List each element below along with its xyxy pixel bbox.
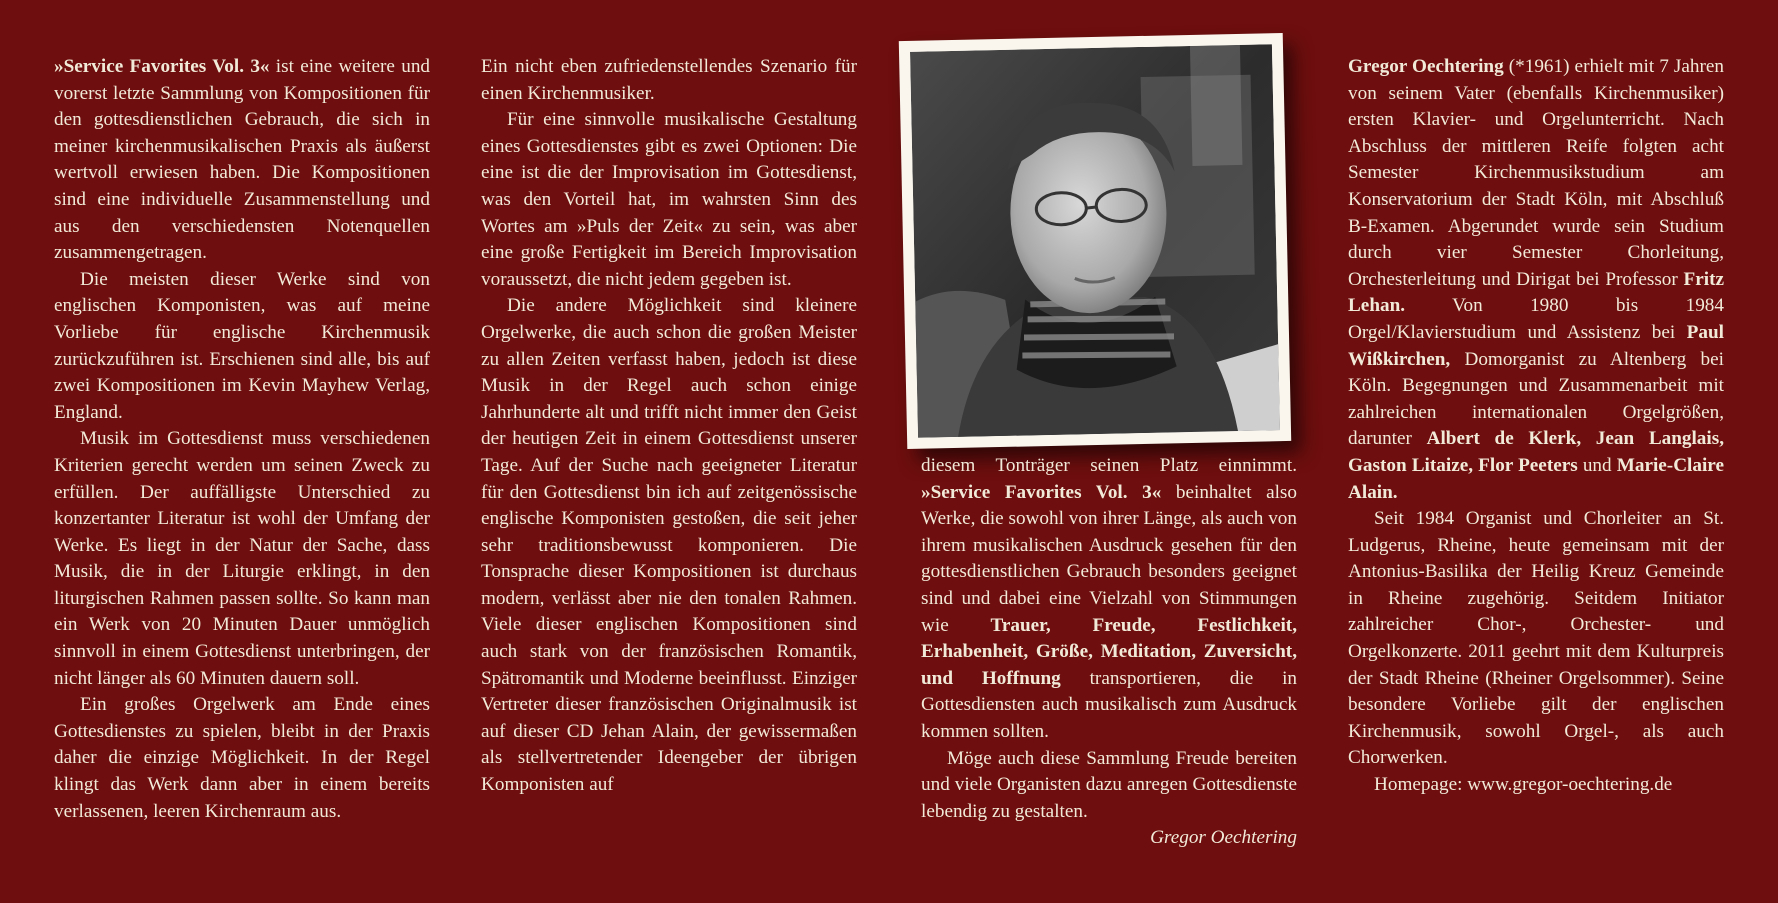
portrait-image xyxy=(910,44,1280,437)
paragraph-text: (*1961) erhielt mit 7 Jahren von seinem Vater (ebenfalls Kirchenmusiker) ersten Klavier- und Orgelunterricht. Nach Abschluss der mittleren Reife folgten acht Semester Kirchenmusikstudium am Konservatorium der Stadt Köln, mit Abschluß B-Examen. Abgerundet wurde sein Studium durch vier Semester Chorleitung, Orchesterleitung und Dirigat bei Professor xyxy=(1348,56,1725,290)
paragraph-text: Domorganist zu Altenberg bei Köln. Begegnungen und Zusammenarbeit mit zahlreichen internationalen Orgelgrößen, darunter xyxy=(1348,348,1724,450)
paragraph: Ein großes Orgelwerk am Ende eines Gottesdienstes zu spielen, bleibt in der Praxis daher die einzige Möglichkeit. In der Regel klingt das Werk dann aber in einem bereits verlassenen, leeren Kirchenraum aus. xyxy=(54,694,430,822)
paragraph-text: und xyxy=(1577,454,1617,476)
portrait-photo xyxy=(899,33,1291,449)
paragraph: Musik im Gottesdienst muss verschiedenen Kriterien gerecht werden um seinen Zweck zu erfüllen. Der auffälligste Unterschied zu konzertanter Literatur ist wohl der Umfang der Werke. Es liegt in der Natur der Sache, dass Musik, die in der Liturgie erklingt, in den liturgischen Rahmen passen sollte. So kann man ein Werk von 20 Minuten Dauer unmöglich sinnvoll in einem Gottesdienst unterbringen, der nicht länger als 60 Minuten dauern soll. xyxy=(54,428,430,689)
paragraph: Die andere Möglichkeit sind kleinere Orgelwerke, die auch schon die großen Meister zu allen Zeiten verfasst haben, jedoch ist diese Musik in der Regel auch schon einige Jahrhunderte alt und trifft nicht immer den Geist der heutigen Zeit in einem Gottesdienst unserer Tage. Auf der Suche nach geeigneter Literatur für den Gottesdienst bin ich auf zeitgenössische englische Komponisten gestoßen, die seit jeher sehr traditionsbewusst komponieren. Die Tonsprache dieser Kompositionen ist durchaus modern, verlässt aber nie den tonalen Rahmen. Viele dieser englischen Kompositionen sind auch stark von der französischen Romantik, Spätromantik und Moderne beeinflusst. Einziger Vertreter dieser französischen Originalmusik ist auf dieser CD Jehan Alain, der gewissermaßen als stellvertretender Ideengeber der übrigen Komponisten auf xyxy=(481,295,857,796)
text-column-2 xyxy=(481,54,857,799)
organist-name: Marie-Claire Alain. xyxy=(1348,454,1724,503)
paragraph-text: diesem Tonträger seinen Platz einnimmt. xyxy=(921,455,1297,476)
biography-paragraph xyxy=(1348,54,1724,506)
paragraph: Ein nicht eben zufriedenstellendes Szenario für einen Kirchenmusiker. xyxy=(481,56,857,104)
organists-list: Albert de Klerk, Jean Langlais, Gaston Litaize, Flor Peeters xyxy=(1348,428,1724,476)
paragraph-text: ist eine weitere und vorerst letzte Sammlung von Kompositionen für den gottesdienstlichen Gebrauch, die sich in meiner kirchenmusikalischen Praxis als äußerst wertvoll erwiesen haben. Die Kompositionen sind eine individuelle Zusammenstellung und aus den verschiedensten Notenquellen zusammengetragen. xyxy=(54,56,431,264)
paragraph-text: beinhaltet also Werke, die sowohl von ihrer Länge, als auch von ihrem musikalischen Ausdruck gesehen für den gottesdienstlichen Gebrauch besonders geeignet sind und dabei eine Vielzahl von Stimmungen wie xyxy=(921,481,1297,636)
paragraph: Die meisten dieser Werke sind von englischen Komponisten, was auf meine Vorliebe für englische Kirchenmusik zurückzuführen ist. Erschienen sind alle, bis auf zwei Kompositionen im Kevin Mayhew Verlag, England. xyxy=(54,268,430,423)
paragraph-text: transportieren, die in Gottesdiensten auch musikalisch zum Ausdruck kommen sollten. xyxy=(921,667,1298,742)
homepage: Homepage: www.gregor-oechtering.de xyxy=(1374,774,1673,796)
teacher-name: Paul Wißkirchen, xyxy=(1348,321,1724,370)
signature: Gregor Oechtering xyxy=(1150,827,1297,849)
moods-list: Trauer, Freude, Festlichkeit, Erhabenheit, Größe, Meditation, Zuversicht, und Hoffnung xyxy=(921,614,1297,689)
album-title: »Service Favorites Vol. 3« xyxy=(54,56,270,77)
paragraph xyxy=(921,453,1297,746)
paragraph xyxy=(54,54,430,267)
paragraph: Seit 1984 Organist und Chorleiter an St. Ludgerus, Rheine, heute gemeinsam mit der Antonius-Basilika der Heilig Kreuz Gemeinde in Rheine zugehörig. Seitdem Initiator zahlreicher Chor-, Orchester- und Orgelkonzerte. 2011 geehrt mit dem Kulturpreis der Stadt Rheine (Rheiner Orgelsommer). Seine besondere Vorliebe gilt der englischen Kirchenmusik, sowohl Orgel-, als auch Chorwerken. xyxy=(1348,508,1724,769)
text-column-4 xyxy=(1348,54,1724,799)
text-column-1 xyxy=(54,54,430,825)
album-title: »Service Favorites Vol. 3« xyxy=(921,481,1162,503)
paragraph: Möge auch diese Sammlung Freude bereiten und viele Organisten dazu anregen Gottesdienste lebendig zu gestalten. xyxy=(921,747,1297,822)
paragraph-text: Von 1980 bis 1984 Orgel/Klavierstudium und Assistenz bei xyxy=(1348,295,1724,343)
text-column-3 xyxy=(921,453,1297,852)
teacher-name: Fritz Lehan. xyxy=(1348,268,1724,317)
paragraph: Für eine sinnvolle musikalische Gestaltung eines Gottesdienstes gibt es zwei Optionen: Die eine ist die der Improvisation im Gottesdienst, was den Vorteil hat, im wahrsten Sinn des Wortes am »Puls der Zeit« zu sein, was aber eine große Fertigkeit im Bereich Improvisation voraussetzt, die nicht jedem gegeben ist. xyxy=(481,109,857,290)
author-name: Gregor Oechtering xyxy=(1348,56,1504,77)
